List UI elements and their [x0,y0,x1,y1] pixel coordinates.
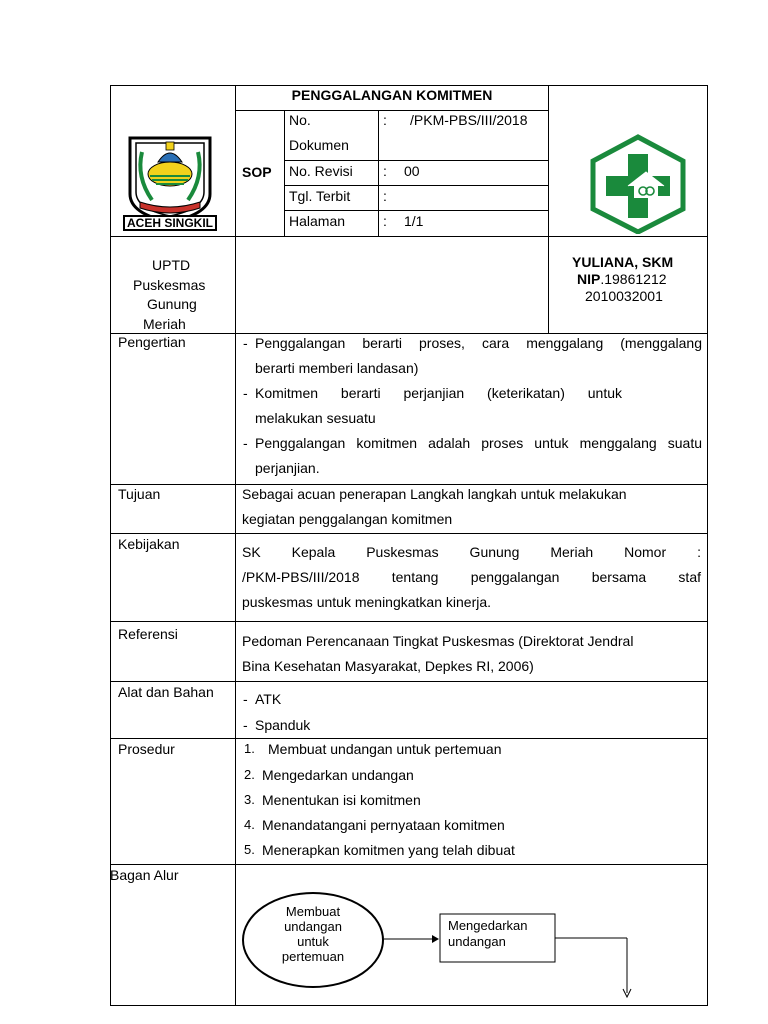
nip-value: .19861212 [600,271,667,287]
pengertian-item-1-line-2: berarti memberi landasan) [255,360,419,376]
flow-node-1-line-1: Membuat [285,904,341,919]
no-dokumen-colon: : [383,112,387,128]
signer-nip [577,270,667,288]
no-dokumen-label-1: No. [289,112,311,128]
kebijakan-text [242,543,701,593]
flow-node-1-line-4: pertemuan [281,949,345,964]
puskesmas-logo [588,134,688,234]
step-2-num: 2. [244,767,255,782]
step-1-text: Membuat undangan untuk pertemuan [268,741,502,757]
document-title: PENGGALANGAN KOMITMEN [291,87,493,103]
step-5-num: 5. [244,842,255,857]
bagan-label: Bagan Alur [110,867,179,883]
pengertian-item-2-line-2: melakukan sesuatu [255,410,376,426]
no-revisi-colon: : [383,163,387,179]
alat-item-1: ATK [255,691,282,707]
flow-arrowhead-1 [432,935,439,943]
no-dokumen-label-2: Dokumen [289,137,349,153]
kebijakan-line-3: puskesmas untuk meningkatkan kinerja. [242,594,492,610]
dash: - [243,335,248,351]
pengertian-item-3-line-1: Penggalangan komitmen adalah proses untuk menggalang suatu [255,435,702,451]
referensi-line-2: Bina Kesehatan Masyarakat, Depkes RI, 2006) [242,658,534,674]
referensi-line-1: Pedoman Perencanaan Tingkat Puskesmas (Direktorat Jendral [242,633,634,649]
alat-item-2: Spanduk [255,717,311,733]
aceh-singkil-logo [122,132,218,232]
dash: - [243,691,248,707]
tujuan-label: Tujuan [118,486,161,502]
step-3-text: Menentukan isi komitmen [262,792,421,808]
flow-node-2-line-1: Mengedarkan [448,918,528,933]
logo-caption: ACEH SINGKIL [126,216,213,230]
pengertian-item-2 [255,384,622,409]
referensi-label: Referensi [118,626,178,642]
unit-line-1: UPTD [152,257,191,273]
flow-node-1-line-2: undangan [284,919,342,934]
pengertian-item-1-line-1: Penggalangan berarti proses, cara menggalang (menggalang [255,335,702,351]
kebijakan-line-1: SK Kepala Puskesmas Gunung Meriah Nomor : [242,544,701,560]
no-dokumen-value: /PKM-PBS/III/2018 [410,112,528,128]
signer-nip-2: 2010032001 [585,288,663,304]
step-1-num: 1. [244,741,255,756]
pengertian-item-3 [255,434,702,459]
no-revisi-value: 00 [404,163,420,179]
dash: - [243,385,248,401]
dash: - [243,435,248,451]
unit-line-2: Puskesmas [133,277,206,293]
step-4-num: 4. [244,817,255,832]
step-2-text: Mengedarkan undangan [262,767,414,783]
flow-node-1-line-3: untuk [297,934,329,949]
pengertian-item-1 [255,334,702,359]
tgl-terbit-colon: : [383,188,387,204]
unit-line-3: Gunung [147,296,197,312]
halaman-colon: : [383,213,387,229]
step-5-text: Menerapkan komitmen yang telah dibuat [262,842,515,858]
signer-name: YULIANA, SKM [572,254,674,270]
pengertian-item-2-line-1: Komitmen berarti perjanjian (keterikatan) untuk [255,385,622,401]
kebijakan-line-2: /PKM-PBS/III/2018 tentang penggalangan bersama staf [242,569,701,585]
tujuan-line-2: kegiatan penggalangan komitmen [242,511,453,527]
sop-label: SOP [242,164,272,180]
halaman-label: Halaman [289,213,346,229]
pengertian-item-3-line-2: perjanjian. [255,460,320,476]
flow-node-2-line-2: undangan [448,934,506,949]
tujuan-line-1: Sebagai acuan penerapan Langkah langkah untuk melakukan [242,486,627,502]
no-revisi-label: No. Revisi [289,163,353,179]
halaman-value: 1/1 [404,213,424,229]
unit-line-4: Meriah [143,316,186,332]
kebijakan-label: Kebijakan [118,536,180,552]
alat-label: Alat dan Bahan [118,684,214,700]
tgl-terbit-label: Tgl. Terbit [289,188,351,204]
nip-label: NIP [577,271,601,287]
pengertian-label: Pengertian [118,334,186,350]
prosedur-label: Prosedur [118,741,175,757]
step-3-num: 3. [244,792,255,807]
dash: - [243,717,248,733]
step-4-text: Menandatangani pernyataan komitmen [262,817,505,833]
